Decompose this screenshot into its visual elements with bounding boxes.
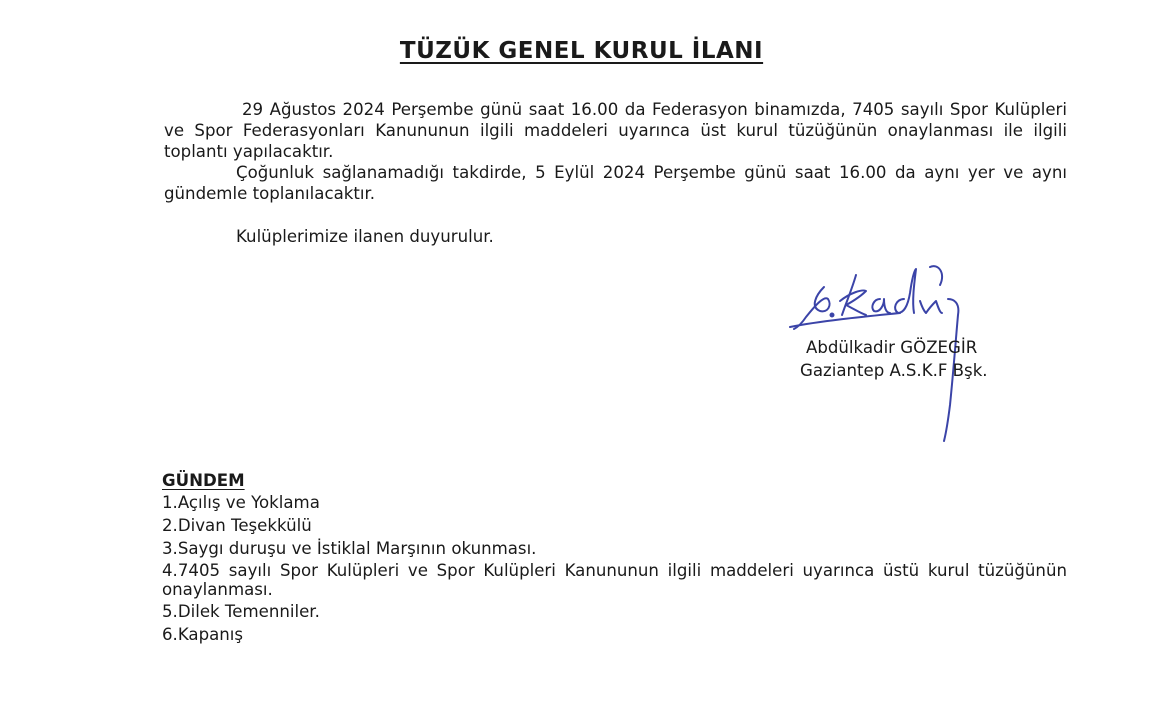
announcement-body (164, 99, 1067, 247)
agenda-item: 2.Divan Teşekkülü (162, 516, 312, 535)
signatory-name: Abdülkadir GÖZEGİR (806, 338, 978, 357)
agenda-item: 1.Açılış ve Yoklama (162, 493, 320, 512)
agenda-item: 4.7405 sayılı Spor Kulüpleri ve Spor Kulüpleri Kanununun ilgili maddeleri uyarınca üstü kurul tüzüğünün onaylanması. (162, 561, 1067, 599)
paragraph-quorum: Çoğunluk sağlanamadığı takdirde, 5 Eylül 2024 Perşembe günü saat 16.00 da aynı yer ve aynı gündemle toplanılacaktır. (164, 163, 1067, 203)
document-title: TÜZÜK GENEL KURUL İLANI (399, 38, 764, 64)
agenda-title: GÜNDEM (162, 471, 245, 490)
agenda-item: 6.Kapanış (162, 625, 244, 644)
agenda-section (162, 470, 1067, 647)
signature-block (800, 336, 988, 382)
paragraph-announcement: Kulüplerimize ilanen duyurulur. (236, 227, 494, 246)
paragraph-meeting-details: 29 Ağustos 2024 Perşembe günü saat 16.00 da Federasyon binamızda, 7405 sayılı Spor Kulüpleri ve Spor Federasyonları Kanununun ilgili maddeleri uyarınca üst kurul tüzüğünün onaylanması ile ilgili toplantı yapılacaktır. (164, 100, 1067, 161)
agenda-list (162, 492, 1067, 645)
signatory-role: Gaziantep A.S.K.F Bşk. (800, 361, 988, 380)
agenda-item: 5.Dilek Temenniler. (162, 602, 320, 621)
agenda-item: 3.Saygı duruşu ve İstiklal Marşının okunması. (162, 539, 537, 558)
